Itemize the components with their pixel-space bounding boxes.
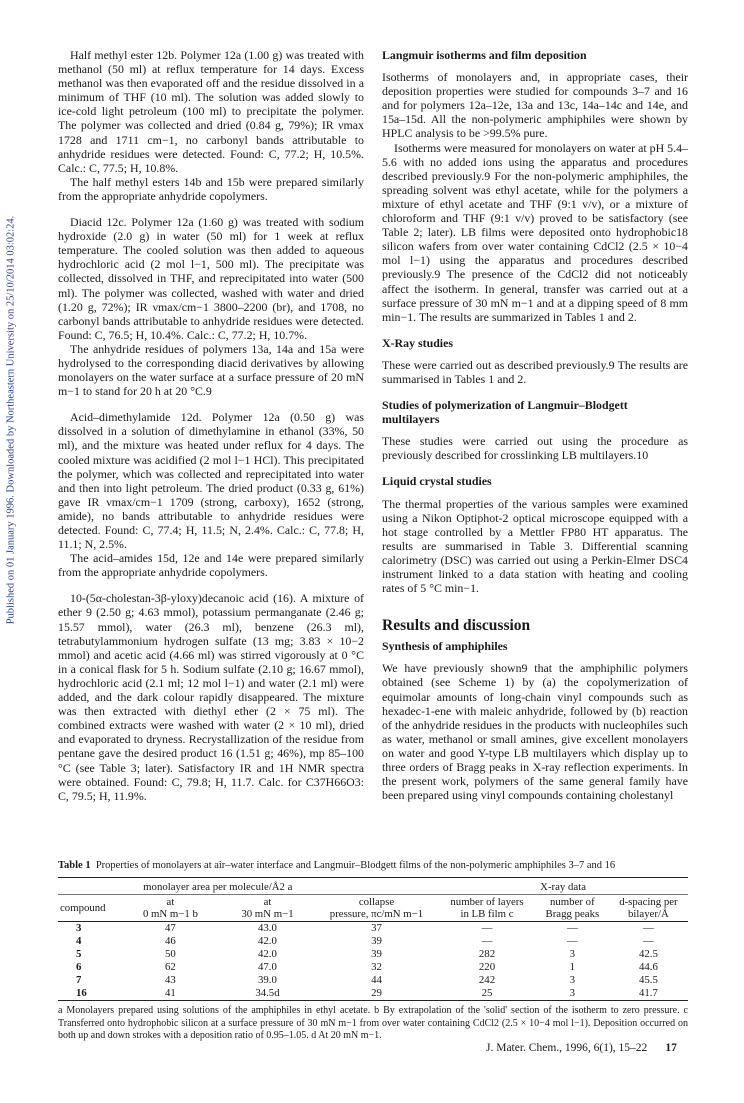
table-cell: 62 [165, 961, 176, 973]
table-cell: 39 [371, 948, 382, 960]
table-cell: 47.0 [258, 961, 277, 973]
table-1-group-monolayer: monolayer area per molecule/Å2 a [121, 878, 315, 895]
table-1-header-at30: at 30 mN m−1 [241, 896, 294, 920]
table-cell: — [481, 935, 493, 947]
table-cell-compound: 4 [76, 935, 82, 947]
table-cell: 46 [165, 935, 176, 947]
section-heading: Studies of polymerization of Langmuir–Blodgett multilayers [382, 398, 628, 427]
table-1-header-layers: number of layers in LB film c [450, 896, 524, 920]
download-watermark-text: Published on 01 January 1996. Downloaded by Northeastern University on 25/10/2014 03:02:24. [5, 215, 17, 625]
table-1-footnote: a Monolayers prepared using solutions of the amphiphiles in ethyl acetate. b By extrapolation of the 'solid' section of the isotherm to zero pressure. c Transferred onto hydrophobic silicon at a surface pressure of 30 mN m−1 from over water containing CdCl2 (2.5 × 10−4 mol l−1). Deposition occurred on both up and down strokes with a deposition ratio of 0.95–1.05. d At 20 mN m−1. [58, 1005, 688, 1041]
body-paragraph: These studies were carried out using the procedure as previously described for crosslinking LB multilayers.10 [382, 434, 688, 463]
table-cell-compound: 7 [76, 974, 82, 986]
table-cell: 3 [569, 974, 576, 986]
table-1-group-xray: X-ray data [438, 878, 688, 895]
paragraph-gap [382, 324, 688, 336]
body-paragraph: The acid–amides 15d, 12e and 14e were prepared similarly from the appropriate anhydride copolymers. [58, 551, 364, 580]
section-heading: Synthesis of amphiphiles [382, 639, 508, 654]
body-paragraph: The thermal properties of the various samples were examined using a Nikon Optiphot-2 optical microscope equipped with a hot stage controlled by a Mettler FP80 HT apparatus. The results are summarised in Table 3. Differential scanning calorimetry (DSC) was carried out using a Perkin-Elmer DSC4 instrument linked to a data station with heating and cooling rates of 5 °C min−1. [382, 496, 688, 596]
table-cell: 42.0 [258, 935, 277, 947]
table-cell: 43 [165, 974, 176, 986]
table-cell: 44 [371, 974, 382, 986]
table-cell: — [643, 922, 654, 934]
paragraph-gap [382, 462, 688, 474]
body-paragraph: Acid–dimethylamide 12d. Polymer 12a (0.50 g) was dissolved in a solution of dimethylamine in ethanol (33%, 50 ml), and the mixture was heated under reflux for 4 days. The cooled mixture was acidified (2 mol l−1 HCl). This precipitated the polymer, which was collected and reprecipitated into water and then into light petroleum. The dried product (0.33 g, 61%) gave IR νmax/cm−1 1709 (strong, carboxy), 1652 (strong, amide), no bands attributable to anhydride residues were detected. Found: C, 77.4; H, 11.5; N, 2.4%. Calc.: C, 77.8; H, 11.1; N, 2.5%. [58, 410, 364, 552]
table-cell: 34.5d [255, 987, 280, 999]
table-cell: 220 [478, 961, 496, 973]
table-cell: 29 [371, 987, 382, 999]
paragraph-gap [382, 386, 688, 398]
body-paragraph: We have previously shown9 that the amphiphilic polymers obtained (see Scheme 1) by (a) the copolymerization of equimolar amounts of long-chain vinyl compounds such as hexadec-1-ene with maleic anhydride, followed by (b) reaction of the anhydride residues in the products with nucleophiles such as water, methanol or small amines, give excellent monolayers on water and good Y-type LB multilayers which display up to three orders of Bragg peaks in X-ray reflection experiments. In the present work, polymers of the same general family have been prepared using vinyl compounds containing cholestanyl [382, 661, 688, 803]
section-heading: X-Ray studies [382, 335, 454, 350]
table-cell: 50 [165, 948, 176, 960]
table-cell-compound: 3 [76, 922, 82, 934]
table-cell: 32 [371, 961, 382, 973]
table-cell: 282 [478, 948, 496, 960]
table-1-grid [58, 877, 688, 1001]
table-row [58, 974, 688, 987]
section-heading: Langmuir isotherms and film deposition [382, 48, 587, 62]
table-cell-compound: 5 [76, 948, 82, 960]
table-cell: 47 [165, 922, 176, 934]
table-row [58, 961, 688, 974]
table-1-header-dspacing: d-spacing per bilayer/Å [619, 896, 678, 920]
table-cell: 39 [371, 935, 382, 947]
table-row [58, 987, 688, 1001]
table-cell: — [643, 935, 654, 947]
table-cell: 41.7 [638, 987, 658, 999]
table-cell: — [481, 922, 493, 934]
table-cell: 44.6 [638, 961, 658, 973]
table-row [58, 935, 688, 948]
page-number: 17 [665, 1042, 677, 1054]
body-paragraph: 10-(5α-cholestan-3β-yloxy)decanoic acid (16). A mixture of ether 9 (2.50 g; 4.63 mmol), potassium permanganate (2.46 g; 15.57 mmol), water (26.3 ml), benzene (26.3 ml), tetrabutylammonium hydrogen sulfate (13 mg; 3.83 × 10−2 mmol) and acetic acid (4.66 ml) was stirred vigorously at 0 °C in a conical flask for 5 h. Sodium sulfate (2.10 g; 16.67 mmol), hydrochloric acid (2.1 ml; 12 mol l−1) and water (2.1 ml) were added, and the dark colour rapidly disappeared. The mixture was then extracted with diethyl ether (2 × 75 ml). The combined extracts were washed with water (2 × 10 ml), dried and evaporated to dryness. Recrystallization of the residue from pentane gave the desired product 16 (1.51 g; 46%), mp 85–100 °C (see Table 3; later). Satisfactory IR and 1H NMR spectra were obtained. Found: C, 79.8; H, 11.7. Calc. for C37H66O3: C, 79.5; H, 11.9%. [58, 591, 364, 803]
table-cell: 25 [481, 987, 493, 999]
major-section-heading: Results and discussion [382, 617, 531, 635]
table-cell: 42.0 [258, 948, 277, 960]
body-paragraph: Half methyl ester 12b. Polymer 12a (1.00 g) was treated with methanol (50 ml) at reflux temperature for 14 days. Excess methanol was then evaporated off and the residue dissolved in a minimum of THF (10 ml). The solution was added slowly to ice-cold light petroleum (100 ml) to precipitate the polymer. The polymer was collected and dried (0.84 g, 79%); IR νmax 1728 and 1711 cm−1, no carbonyl bands attributable to anhydride residues were detected. Found: C, 77.2; H, 10.5%. Calc.: C, 77.5; H, 10.8%. [58, 48, 364, 175]
paragraph-gap [58, 579, 364, 591]
body-paragraph: The half methyl esters 14b and 15b were prepared similarly from the appropriate anhydride copolymers. [58, 174, 364, 203]
left-column [58, 48, 364, 803]
table-cell: 43.0 [258, 922, 277, 934]
table-row [58, 922, 688, 936]
download-watermark [2, 170, 20, 670]
body-paragraph: The anhydride residues of polymers 13a, 14a and 15a were hydrolysed to the corresponding diacid derivatives by allowing monolayers on the water surface at a surface pressure of 20 mN m−1 to stand for 20 h at 20 °C.9 [58, 341, 364, 399]
table-cell: 39.0 [258, 974, 277, 986]
body-paragraph: Isotherms were measured for monolayers on water at pH 5.4–5.6 with no added ions using the apparatus and procedures described previously.9 For the non-polymeric amphiphiles, the spreading solvent was ethyl acetate, while for the polymers a mixture of ethyl acetate and THF (9:1 v/v), or a mixture of chloroform and THF (9:1 v/v) proved to be satisfactory (see Table 2; later). LB films were deposited onto hydrophobic18 silicon wafers from over water containing CdCl2 (2.5 × 10−4 mol l−1) using the apparatus and procedures described previously.9 The presence of the CdCl2 did not noticeably affect the isotherm. In general, transfer was carried out at a surface pressure of 30 mN m−1 and at a dipping speed of 8 mm min−1. The results are summarized in Tables 1 and 2. [382, 140, 688, 324]
table-cell: 41 [165, 987, 176, 999]
table-1 [58, 860, 688, 1043]
table-cell: 3 [569, 987, 576, 999]
table-1-header-at0: at 0 mN m−1 b [142, 896, 198, 920]
body-paragraph: Isotherms of monolayers and, in appropriate cases, their deposition properties were studied for compounds 3–7 and 16 and for polymers 12a–12e, 13a and 13c, 14a–14c and 14e, and 15a–15d. All the non-polymeric amphiphiles were shown by HPLC analysis to be >99.5% pure. [382, 70, 688, 141]
table-1-caption-text: Properties of monolayers at air–water interface and Langmuir–Blodgett films of the non-polymeric amphiphiles 3–7 and 16 [95, 860, 616, 871]
journal-citation: J. Mater. Chem., 1996, 6(1), 15–22 [486, 1042, 648, 1054]
table-1-caption [58, 860, 688, 871]
table-cell: — [566, 935, 578, 947]
table-row [58, 948, 688, 961]
table-1-label: Table 1 [58, 860, 91, 871]
paragraph-gap [382, 595, 688, 607]
section-heading: Liquid crystal studies [382, 474, 492, 489]
table-cell: 42.5 [638, 948, 658, 960]
table-cell: 242 [478, 974, 496, 986]
table-cell: 45.5 [638, 974, 658, 986]
table-1-header-compound: compound [60, 902, 106, 914]
body-paragraph: Diacid 12c. Polymer 12a (1.60 g) was treated with sodium hydroxide (2.0 g) in water (50 ml) for 1 week at reflux temperature. The cooled solution was then added to aqueous hydrochloric acid (2 mol l−1, 500 ml). The precipitate was collected, dissolved in THF, and reprecipitated into water (500 ml). The polymer was collected, washed with water and dried (1.20 g, 72%); IR νmax/cm−1 3800–2200 (br), and 1708, no carbonyl bands attributable to anhydride residues were detected. Found: C, 76.5; H, 10.4%. Calc.: C, 77.2; H, 10.7%. [58, 215, 364, 342]
table-cell: 37 [371, 922, 382, 934]
table-cell: 1 [569, 961, 576, 973]
table-1-header-collapse: collapse pressure, πc/mN m−1 [329, 896, 424, 920]
table-cell: — [566, 922, 578, 934]
paragraph-gap [58, 398, 364, 410]
table-cell-compound: 6 [76, 961, 82, 973]
table-cell-compound: 16 [76, 987, 87, 999]
paragraph-gap [58, 203, 364, 215]
right-column [382, 48, 688, 802]
table-1-header-bragg: number of Bragg peaks [545, 896, 600, 920]
table-cell: 3 [569, 948, 576, 960]
body-paragraph: These were carried out as described previously.9 The results are summarised in Tables 1 and 2. [382, 357, 688, 386]
page-footer [486, 1042, 677, 1054]
